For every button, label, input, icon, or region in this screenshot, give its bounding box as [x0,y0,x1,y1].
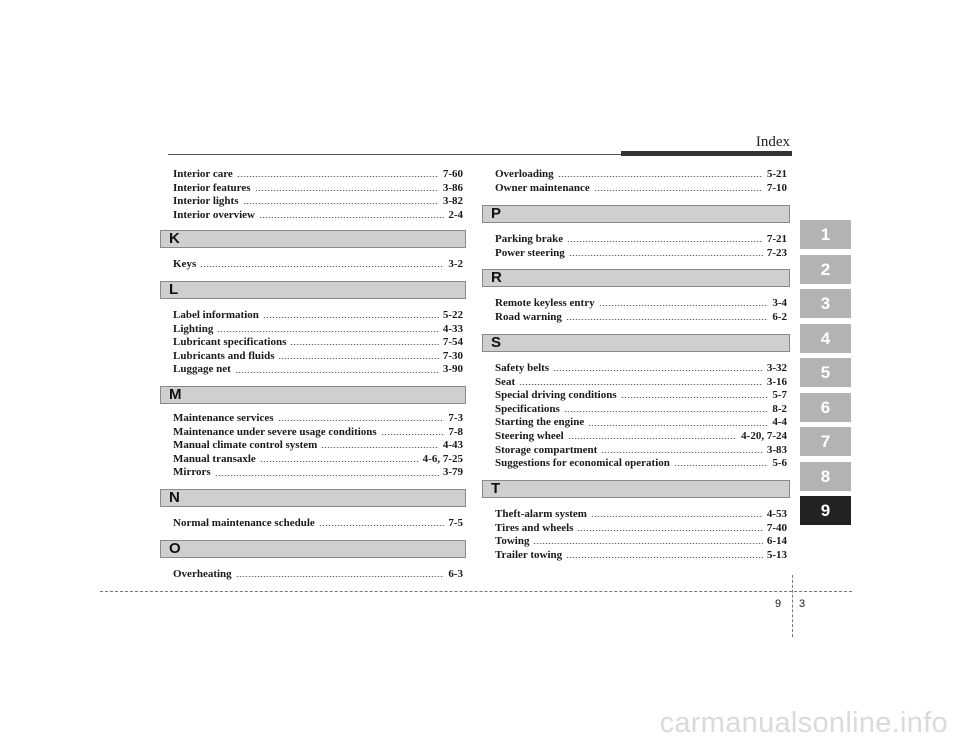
index-entry-term: Specifications [495,402,560,415]
index-entry-page: 5-22 [442,309,463,321]
dot-leader [601,452,762,453]
index-entry-page: 4-43 [442,439,463,452]
index-entry [173,182,463,196]
index-entry-page: 3-2 [448,258,463,270]
index-entry-term: Storage compartment [495,443,598,456]
index-entry-term: Parking brake [495,233,564,245]
index-letter: S [491,334,502,351]
chapter-tab-4[interactable]: 4 [800,324,851,353]
dot-leader [290,344,438,345]
dot-leader [621,397,769,398]
dot-leader [566,557,763,558]
index-letter: M [169,386,182,403]
index-entry [495,535,787,549]
index-entry [173,453,463,467]
index-entry [173,439,463,453]
dot-leader [260,461,419,462]
index-entry [495,297,787,311]
index-entry [173,336,463,350]
index-entry-term: Safety belts [495,362,550,374]
index-entry [495,311,787,325]
index-entry-page: 3-83 [766,443,787,456]
index-entry-page: 5-13 [766,548,787,561]
dot-leader [567,241,763,242]
index-entry [173,568,463,582]
index-entry-page: 7-60 [442,168,463,180]
footer-dashed-rule [100,591,852,592]
index-entry [173,350,463,364]
index-letter: N [169,489,180,506]
index-entry-term: Interior care [173,168,233,180]
index-entry-page: 3-79 [442,466,463,479]
index-entry-term: Manual transaxle [173,452,256,465]
dot-leader [599,305,769,306]
chapter-tab-6[interactable]: 6 [800,393,851,422]
dot-leader [568,438,737,439]
index-entry-term: Theft-alarm system [495,508,587,520]
index-entry-term: Interior overview [173,208,255,221]
dot-leader [321,447,439,448]
index-entry [173,517,463,531]
index-entry-page: 4-33 [442,322,463,335]
index-entry-page: 6-14 [766,535,787,548]
index-entry-term: Interior features [173,181,251,194]
index-entry [173,323,463,337]
index-entry-term: Suggestions for economical operation [495,457,670,470]
dot-leader [200,266,444,267]
index-entry-page: 3-32 [766,362,787,374]
index-header-title: Index [755,134,790,150]
index-entry-page: 3-86 [442,181,463,194]
footer-chapter-number: 9 [775,598,782,610]
index-entry [173,412,463,426]
dot-leader [533,543,762,544]
chapter-tab-3[interactable]: 3 [800,289,851,318]
index-entry-term: Lubricant specifications [173,336,287,349]
index-entry-term: Seat [495,375,516,388]
index-entry-term: Maintenance services [173,412,274,424]
index-entry [173,426,463,440]
index-entry-term: Luggage net [173,363,231,376]
index-entry-term: Steering wheel [495,430,564,442]
chapter-tab-9[interactable]: 9 [800,496,851,525]
index-entry-term: Tires and wheels [495,521,574,534]
header-rule-accent [621,151,792,156]
index-letter-header [482,480,790,498]
dot-leader [564,411,769,412]
index-entry-page: 5-7 [772,389,787,402]
index-entry-page: 7-3 [448,412,463,424]
dot-leader [255,190,439,191]
index-entry-term: Road warning [495,310,562,323]
chapter-tab-5[interactable]: 5 [800,358,851,387]
index-entry-term: Keys [173,258,197,270]
index-letter: T [491,480,501,497]
index-entry-term: Starting the engine [495,416,585,429]
dot-leader [243,203,439,204]
index-entry-term: Overloading [495,168,554,180]
index-entry-term: Mirrors [173,466,211,479]
index-entry-page: 7-10 [766,181,787,194]
dot-leader [588,425,768,426]
index-entry-page: 4-20, 7-24 [741,430,787,442]
index-entry-page: 7-30 [442,349,463,362]
index-entry-term: Lighting [173,322,214,335]
index-entry [495,247,787,261]
dot-leader [236,576,445,577]
index-entry [495,549,787,563]
index-entry-page: 5-6 [772,457,787,470]
index-entry-page: 8-2 [772,402,787,415]
dot-leader [381,434,445,435]
index-entry-term: Special driving conditions [495,389,617,402]
footer-page-number: 3 [799,598,806,610]
index-entry-page: 7-21 [766,233,787,245]
index-letter-header [160,540,466,558]
index-entry-term: Label information [173,309,259,321]
index-entry-term: Overheating [173,568,232,580]
index-entry [495,389,787,403]
index-entry-page: 7-40 [766,521,787,534]
chapter-tab-8[interactable]: 8 [800,462,851,491]
index-letter-header [160,230,466,248]
index-entry [173,195,463,209]
watermark-text: carmanualsonline.info [659,707,948,739]
index-letter: P [491,205,502,222]
dot-leader [519,384,763,385]
dot-leader [566,319,768,320]
index-entry [495,362,787,376]
index-entry-term: Remote keyless entry [495,297,595,309]
dot-leader [217,331,438,332]
index-entry-page: 4-4 [772,416,787,429]
dot-leader [569,255,763,256]
index-letter-header [160,489,466,507]
index-letter-header [160,386,466,404]
index-entry-page: 3-16 [766,375,787,388]
index-entry-page: 7-23 [766,246,787,259]
index-entry-page: 5-21 [766,168,787,180]
index-entry [495,233,787,247]
chapter-tab-2[interactable]: 2 [800,255,851,284]
dot-leader [215,475,439,476]
chapter-tab-1[interactable]: 1 [800,220,851,249]
index-entry [495,522,787,536]
index-letter: R [491,269,502,286]
index-entry-term: Towing [495,535,530,548]
index-entry-page: 7-5 [448,517,463,529]
index-entry [173,363,463,377]
index-entry-page: 2-4 [448,208,463,221]
index-letter-header [482,334,790,352]
index-entry-term: Lubricants and fluids [173,349,275,362]
dot-leader [553,370,763,371]
index-letter-header [160,281,466,299]
index-entry-page: 6-2 [772,310,787,323]
index-letter-header [482,205,790,223]
dot-leader [558,176,763,177]
dot-leader [278,358,438,359]
index-entry [495,457,787,471]
index-entry-page: 4-53 [766,508,787,520]
index-entry-term: Manual climate control system [173,439,318,452]
index-entry-page: 3-90 [442,363,463,376]
dot-leader [259,217,444,218]
index-entry [495,168,787,182]
dot-leader [278,420,445,421]
index-entry-page: 7-8 [448,425,463,438]
index-letter: L [169,281,179,298]
index-entry [173,309,463,323]
index-entry [495,416,787,430]
index-entry-term: Power steering [495,246,565,259]
dot-leader [674,465,768,466]
dot-leader [591,516,763,517]
dot-leader [577,530,762,531]
index-entry-page: 3-82 [442,195,463,208]
index-entry-page: 3-4 [772,297,787,309]
dot-leader [319,525,445,526]
dot-leader [237,176,439,177]
index-entry [495,444,787,458]
index-entry-term: Interior lights [173,195,239,208]
index-letter: K [169,230,180,247]
index-entry-term: Maintenance under severe usage conditions [173,425,377,438]
index-entry [495,508,787,522]
index-entry [495,430,787,444]
index-entry-term: Normal maintenance schedule [173,517,315,529]
index-entry [495,403,787,417]
dot-leader [235,372,439,373]
dot-leader [263,317,439,318]
index-entry [173,168,463,182]
index-entry-term: Trailer towing [495,548,563,561]
index-entry [173,209,463,223]
dot-leader [594,190,763,191]
index-entry [495,182,787,196]
chapter-tab-7[interactable]: 7 [800,427,851,456]
index-letter-header [482,269,790,287]
index-entry-page: 6-3 [448,568,463,580]
index-letter: O [169,540,181,557]
index-entry-page: 7-54 [442,336,463,349]
index-entry-term: Owner maintenance [495,181,590,194]
index-entry [173,258,463,272]
footer-dashed-divider [792,575,793,637]
index-entry [173,466,463,480]
index-entry-page: 4-6, 7-25 [422,452,463,465]
index-entry [495,376,787,390]
